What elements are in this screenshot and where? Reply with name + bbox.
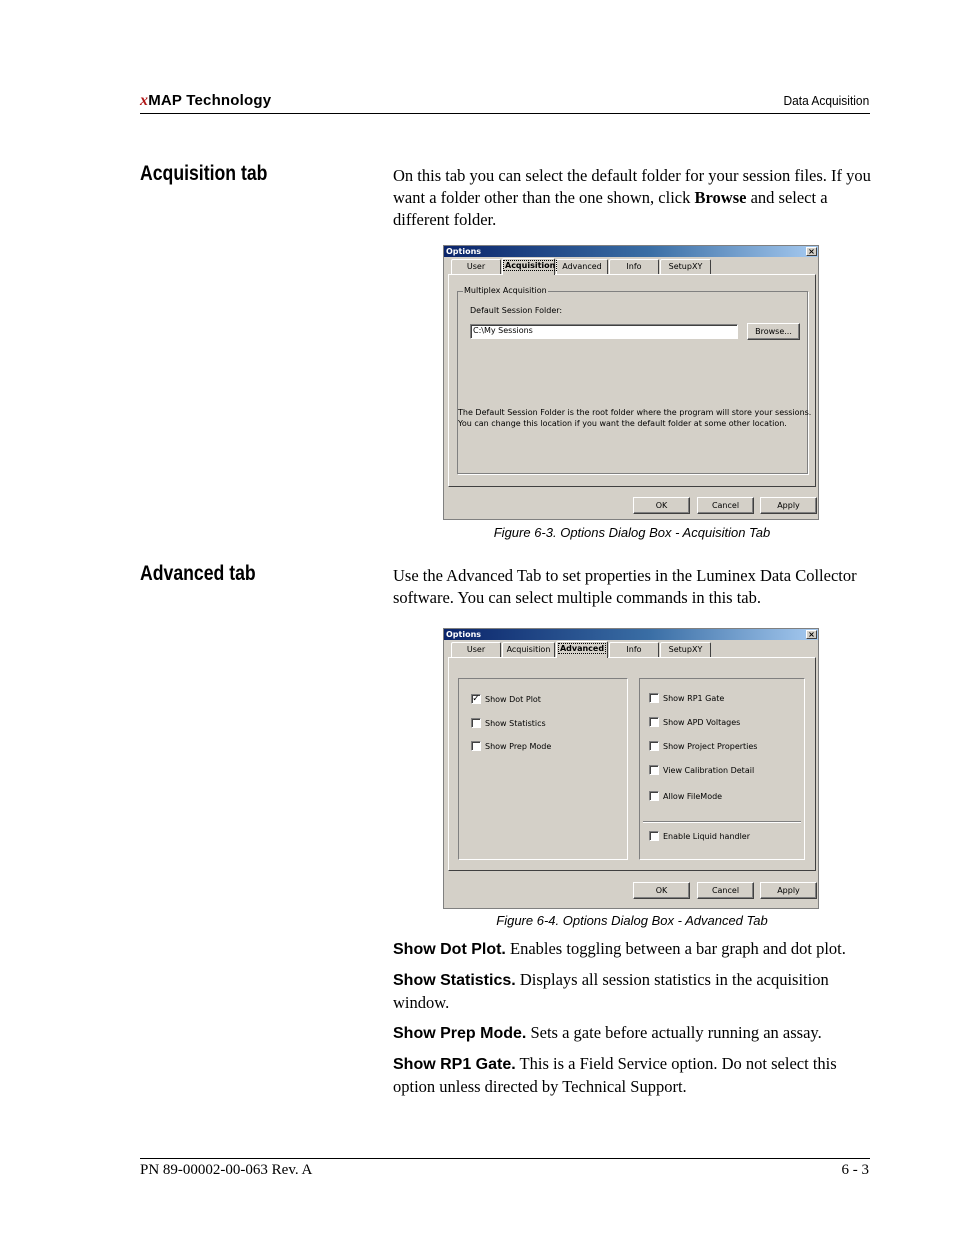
checkbox-label: Show RP1 Gate [663,694,725,703]
tab-label: Advanced [559,644,605,653]
figure-6-3-caption: Figure 6-3. Options Dialog Box - Acquisition Tab [493,525,771,540]
footer-page-number: 6 - 3 [841,1162,869,1178]
definition-desc: Enables toggling between a bar graph and dot plot. [505,939,846,958]
tab-label: User [466,262,486,271]
tab-setupxy[interactable] [660,259,711,274]
brand-name: MAP Technology [148,92,272,109]
help-text-line-1: The Default Session Folder is the root folder where the program will store your sessions. [458,408,812,417]
tab-advanced[interactable] [556,641,608,658]
dialog-titlebar [444,629,818,640]
tab-user[interactable] [451,259,501,274]
definition-show-statistics [393,969,871,1014]
dialog-titlebar [444,246,818,257]
checkbox-box-icon [471,718,481,728]
checkbox-box-icon [649,693,659,703]
checkbox-box-icon [649,765,659,775]
ok-button[interactable]: OK [633,882,690,899]
default-folder-label: Default Session Folder: [470,306,563,315]
checkbox-label: View Calibration Detail [663,766,755,775]
checkbox-label: Show Prep Mode [485,742,552,751]
footer-rule [140,1158,870,1159]
tab-label: SetupXY [668,645,703,654]
tab-label: User [466,645,486,654]
apply-button[interactable]: Apply [760,497,817,514]
checkbox-box-icon [649,741,659,751]
show-statistics-checkbox[interactable] [471,718,546,730]
browse-bold-text: Browse [694,188,747,207]
close-icon[interactable]: × [806,247,817,256]
tab-label: SetupXY [668,262,703,271]
checkbox-label: Show Dot Plot [485,695,541,704]
cancel-button[interactable]: Cancel [697,497,754,514]
enable-liquid-handler-checkbox[interactable] [649,831,750,843]
close-icon[interactable]: × [806,630,817,639]
figure-6-4-caption: Figure 6-4. Options Dialog Box - Advanced Tab [496,913,768,928]
session-folder-input[interactable]: C:\My Sessions [470,324,738,339]
brand-prefix: x [140,92,149,109]
checkbox-label: Show APD Voltages [663,718,741,727]
advanced-tab-heading: Advanced tab [140,562,256,585]
tab-panel [448,657,816,871]
definition-term: Show Prep Mode. [393,1025,527,1042]
running-header-brand [140,92,271,110]
tab-panel [448,274,816,487]
tab-acquisition[interactable] [502,258,555,275]
definition-term: Show Dot Plot. [393,941,506,958]
acquisition-text-1: On this tab you can select the default folder for your session files. If you want a folder other than the one shown, click [393,166,871,207]
tab-acquisition[interactable] [502,642,555,657]
checkbox-label: Show Statistics [485,719,546,728]
dialog-title: Options [446,630,482,639]
acquisition-text-2: and select a different folder. [393,188,828,229]
tab-info[interactable] [609,259,659,274]
definition-term: Show RP1 Gate. [393,1056,516,1073]
header-rule [140,113,870,114]
checkbox-label: Show Project Properties [663,742,758,751]
options-dialog-acquisition [443,245,819,520]
show-apd-voltages-checkbox[interactable] [649,717,740,729]
ok-button[interactable]: OK [633,497,690,514]
definition-show-prep-mode [393,1022,871,1045]
dialog-title: Options [446,247,482,256]
group-label: Multiplex Acquisition [464,286,547,295]
multiplex-acquisition-group [457,286,812,474]
show-project-properties-checkbox[interactable] [649,741,757,753]
acquisition-tab-heading: Acquisition tab [140,162,268,185]
tab-user[interactable] [451,642,501,657]
right-options-frame [639,678,805,860]
tab-label: Info [626,645,642,654]
show-dot-plot-checkbox[interactable] [471,694,541,706]
checkbox-label: Enable Liquid handler [663,832,751,841]
cancel-button[interactable]: Cancel [697,882,754,899]
checkbox-box-icon [649,831,659,841]
checkbox-check-icon: ✓ [472,694,480,704]
checkbox-label: Allow FileMode [663,792,723,801]
advanced-description: Use the Advanced Tab to set properties in the Luminex Data Collector software. You can select multiple commands in this tab. [393,566,857,607]
browse-button[interactable]: Browse... [747,323,800,340]
checkbox-box-icon [649,717,659,727]
tab-label: Advanced [562,262,602,271]
definition-desc: This is a Field Service option. Do not select this option unless directed by Technical Support. [393,1054,837,1096]
show-prep-mode-checkbox[interactable] [471,741,551,753]
definition-desc: Sets a gate before actually running an assay. [526,1023,822,1042]
definition-show-rp1-gate [393,1053,871,1098]
allow-filemode-checkbox[interactable] [649,791,722,803]
left-options-frame [458,678,628,860]
definition-desc: Displays all session statistics in the acquisition window. [393,970,829,1012]
tab-setupxy[interactable] [660,642,711,657]
checkbox-box-icon [649,791,659,801]
checkbox-box-icon [471,741,481,751]
definition-show-dot-plot [393,938,871,961]
running-header-section: Data Acquisition [783,93,869,108]
options-divider [643,821,801,823]
help-text-line-2: You can change this location if you want the default folder at some other location. [458,419,787,428]
footer-doc-number: PN 89-00002-00-063 Rev. A [140,1162,313,1178]
tab-advanced[interactable] [556,259,608,274]
tab-label: Acquisition [506,645,551,654]
tab-label: Acquisition [505,261,556,270]
acquisition-description [393,165,871,231]
definition-term: Show Statistics. [393,972,516,989]
options-dialog-advanced [443,628,819,909]
apply-button[interactable]: Apply [760,882,817,899]
view-calibration-detail-checkbox[interactable] [649,765,754,777]
tab-label: Info [626,262,642,271]
show-rp1-gate-checkbox[interactable] [649,693,724,705]
tab-info[interactable] [609,642,659,657]
